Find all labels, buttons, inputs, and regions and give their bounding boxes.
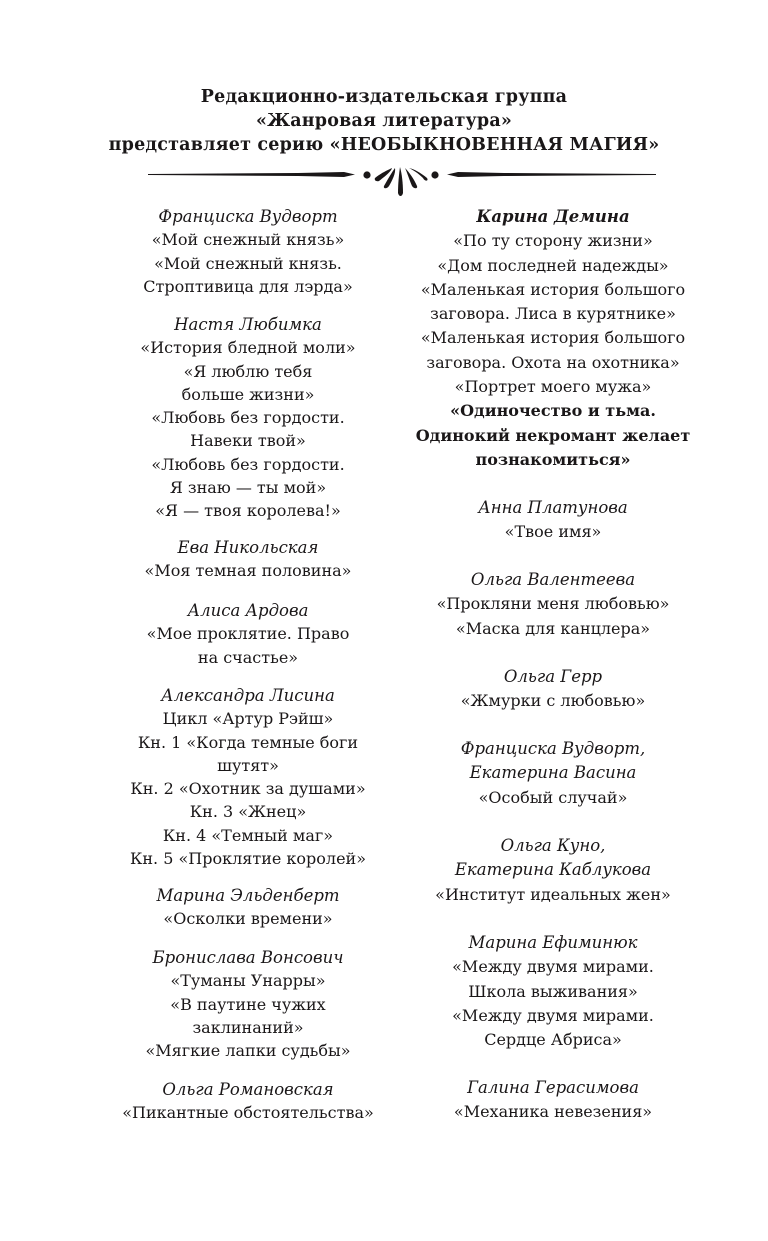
book-title: Я знаю — ты мой» (169, 478, 327, 498)
book-title: Кн. 3 «Жнец» (189, 802, 307, 822)
book-entry (110, 1078, 386, 1125)
book-title: «Я — твоя королева!» (155, 501, 341, 521)
book-title: больше жизни» (181, 384, 315, 404)
author-name: Ольга Куно, (500, 836, 606, 855)
book-title: «Мягкие лапки судьбы» (145, 1041, 351, 1061)
book-title: «Маска для канцлера» (455, 618, 651, 638)
book-title: «Особый случай» (478, 787, 628, 807)
featured-book-title: познакомиться» (475, 449, 631, 469)
book-title: Строптивица для лэрда» (143, 276, 353, 296)
author-name: Екатерина Каблукова (454, 860, 652, 880)
book-title: «Прокляни меня любовью» (436, 594, 670, 614)
author-name: Марина Эльденберт (156, 886, 340, 905)
author-name: Ольга Герр (503, 667, 603, 686)
book-entry (110, 313, 386, 523)
book-title: «Пикантные обстоятельства» (122, 1103, 374, 1123)
author-name: Франциска Вудворт (158, 207, 338, 226)
book-title: Кн. 2 «Охотник за душами» (130, 779, 366, 799)
book-title: «История бледной моли» (140, 338, 356, 358)
book-entry (110, 946, 386, 1062)
book-title: «Мой снежный князь. (154, 253, 342, 273)
book-title: «Твое имя» (504, 522, 602, 542)
book-title: Сердце Абриса» (484, 1030, 622, 1050)
author-name: Алиса Ардова (187, 601, 309, 620)
book-title: «По ту сторону жизни» (453, 231, 653, 251)
book-title: шутят» (217, 755, 279, 775)
book-title: «Механика невезения» (453, 1102, 653, 1122)
book-title: «Моя темная половина» (144, 561, 352, 581)
book-entry (110, 205, 386, 298)
book-entry (405, 737, 701, 810)
book-title: «Любовь без гордости. (151, 454, 345, 474)
author-name: Галина Герасимова (467, 1078, 639, 1097)
author-name: Екатерина Васина (469, 763, 637, 783)
book-entry (110, 884, 386, 931)
book-entry (110, 599, 386, 669)
book-title: заговора. Лиса в курятнике» (430, 304, 676, 324)
book-title: Школа выживания» (468, 981, 638, 1001)
book-title: «Я люблю тебя (183, 361, 313, 381)
book-title: «Жмурки с любовью» (460, 691, 646, 711)
book-title: заговора. Охота на охотника» (426, 352, 680, 372)
imprint-line: «Жанровая литература» (255, 111, 513, 131)
book-entry (405, 205, 701, 472)
book-entry (405, 1076, 701, 1125)
author-name: Анна Платунова (478, 498, 628, 517)
book-title: «Мой снежный князь» (151, 230, 345, 250)
book-title: «Маленькая история большого (420, 328, 686, 348)
book-title: «Портрет моего мужа» (454, 377, 652, 397)
book-entry (405, 496, 701, 545)
book-entry (405, 834, 701, 907)
book-entry (110, 684, 386, 870)
book-title: Цикл «Артур Рэйш» (162, 709, 334, 729)
author-name: Александра Лисина (161, 686, 335, 705)
book-entry (405, 568, 701, 641)
author-name: Ольга Валентеева (470, 570, 636, 589)
featured-book-title: «Одиночество и тьма. (450, 401, 656, 421)
book-title: «Любовь без гордости. (151, 408, 345, 428)
book-title: «Туманы Унарры» (170, 971, 326, 991)
book-title: «Институт идеальных жен» (435, 884, 671, 904)
author-name: Франциска Вудворт, (460, 739, 646, 758)
author-name: Марина Ефиминюк (468, 933, 638, 952)
author-name: Бронислава Вонсович (152, 948, 344, 967)
book-title: «Мое проклятие. Право (146, 624, 350, 644)
book-entry (405, 931, 701, 1052)
book-title: на счастье» (197, 647, 299, 667)
series-header (0, 85, 768, 157)
book-title: заклинаний» (192, 1017, 304, 1037)
book-title: Кн. 1 «Когда темные боги (137, 732, 359, 752)
fleuron-divider-icon (148, 164, 656, 198)
book-title: Навеки твой» (190, 431, 306, 451)
book-title: «Между двумя мирами. (452, 957, 654, 977)
author-name: Настя Любимка (174, 315, 322, 334)
author-name: Ольга Романовская (162, 1080, 334, 1099)
book-entry (405, 665, 701, 714)
book-title: Кн. 4 «Темный маг» (162, 825, 334, 845)
book-title: «Маленькая история большого (420, 279, 686, 299)
author-name: Карина Демина (476, 207, 630, 226)
book-title: «Осколки времени» (163, 909, 333, 929)
book-title: «Между двумя мирами. (452, 1005, 654, 1025)
series-line: представляет серию «НЕОБЫКНОВЕННАЯ МАГИЯ» (108, 135, 660, 155)
author-name: Ева Никольская (177, 538, 319, 557)
book-entry (110, 536, 386, 583)
book-title: Кн. 5 «Проклятие королей» (129, 849, 367, 869)
featured-book-title: Одинокий некромант желает (415, 425, 691, 445)
book-title: «В паутине чужих (170, 994, 326, 1014)
book-title: «Дом последней надежды» (437, 255, 669, 275)
publisher-line: Редакционно-издательская группа (200, 87, 568, 107)
